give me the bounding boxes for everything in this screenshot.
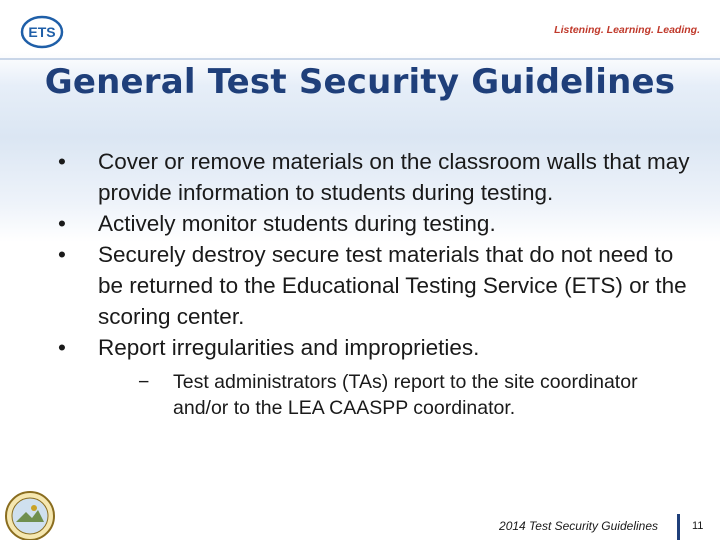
header-divider <box>0 58 720 60</box>
bullet-text: Securely destroy secure test materials that do not need to be returned to the Educational Testing Service (ETS) or the scoring center. <box>98 242 687 329</box>
logo-text: ETS <box>28 24 56 40</box>
bullet-marker: • <box>58 335 66 360</box>
bullet-list <box>58 146 698 421</box>
footer-label: 2014 Test Security Guidelines <box>499 519 658 533</box>
tagline: Listening. Learning. Leading. <box>554 24 700 36</box>
ets-logo-icon <box>20 15 64 49</box>
bullet-text: Actively monitor students during testing. <box>98 211 496 236</box>
page-number: 11 <box>692 520 704 532</box>
sub-list-item <box>98 369 698 421</box>
footer-divider <box>677 514 680 540</box>
ets-logo <box>20 14 64 50</box>
bullet-marker: • <box>58 211 66 236</box>
list-item <box>58 239 698 332</box>
bullet-text: Cover or remove materials on the classroom walls that may provide information to students during testing. <box>98 149 690 205</box>
page-title: General Test Security Guidelines <box>44 62 676 102</box>
list-item <box>58 146 698 208</box>
state-seal-icon <box>4 490 56 540</box>
list-item <box>58 208 698 239</box>
bullet-text: Report irregularities and improprieties. <box>98 335 480 360</box>
bullet-marker: • <box>58 149 66 174</box>
sub-bullet-text: Test administrators (TAs) report to the site coordinator and/or to the LEA CAASPP coordinator. <box>173 371 638 419</box>
sub-bullet-marker: − <box>138 371 150 393</box>
bullet-marker: • <box>58 242 66 267</box>
list-item <box>58 332 698 421</box>
